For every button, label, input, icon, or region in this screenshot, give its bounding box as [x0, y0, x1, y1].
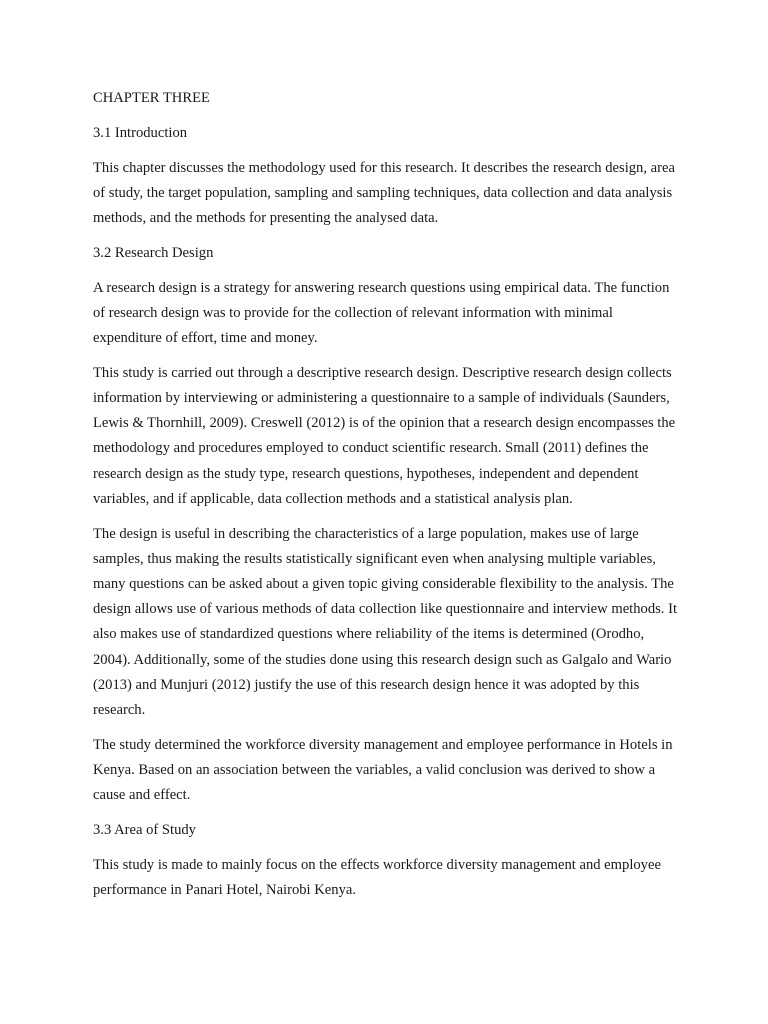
section-heading-introduction: 3.1 Introduction	[93, 124, 188, 141]
paragraph: A research design is a strategy for answering research questions using empirical data. The function of research design was to provide for the collection of relevant information with minimal expenditure of effort, time and money.	[93, 279, 670, 346]
paragraph: This study is made to mainly focus on the effects workforce diversity management and employee performance in Panari Hotel, Nairobi Kenya.	[93, 856, 661, 899]
paragraph: This study is carried out through a descriptive research design. Descriptive research design collects information by interviewing or administering a questionnaire to a sample of individuals (Saunders, Lewis & Thornhill, 2009). Creswell (2012) is of the opinion that a research design encompasses the methodology and procedures employed to conduct scientific research. Small (2011) defines the research design as the study type, research questions, hypotheses, independent and dependent variables, and if applicable, data collection methods and a statistical analysis plan.	[93, 364, 676, 507]
section-heading-area-of-study: 3.3 Area of Study	[93, 822, 196, 839]
paragraph: The design is useful in describing the characteristics of a large population, makes use of large samples, thus making the results statistically significant even when analysing multiple variables, many questions can be asked about a given topic giving considerable flexibility to the analysis. The design allows use of various methods of data collection like questionnaire and interview methods. It also makes use of standardized questions where reliability of the items is determined (Orodho, 2004). Additionally, some of the studies done using this research design such as Galgalo and Wario (2013) and Munjuri (2012) justify the use of this research design hence it was adopted by this research.	[93, 525, 678, 719]
section-heading-research-design: 3.2 Research Design	[93, 244, 214, 261]
paragraph: This chapter discusses the methodology used for this research. It describes the research design, area of study, the target population, sampling and sampling techniques, data collection and data analysis methods, and the methods for presenting the analysed data.	[93, 159, 675, 226]
chapter-title: CHAPTER THREE	[93, 90, 210, 106]
paragraph: The study determined the workforce diversity management and employee performance in Hotels in Kenya. Based on an association between the variables, a valid conclusion was derived to show a cause and effect.	[93, 736, 673, 804]
document-body	[93, 86, 678, 913]
